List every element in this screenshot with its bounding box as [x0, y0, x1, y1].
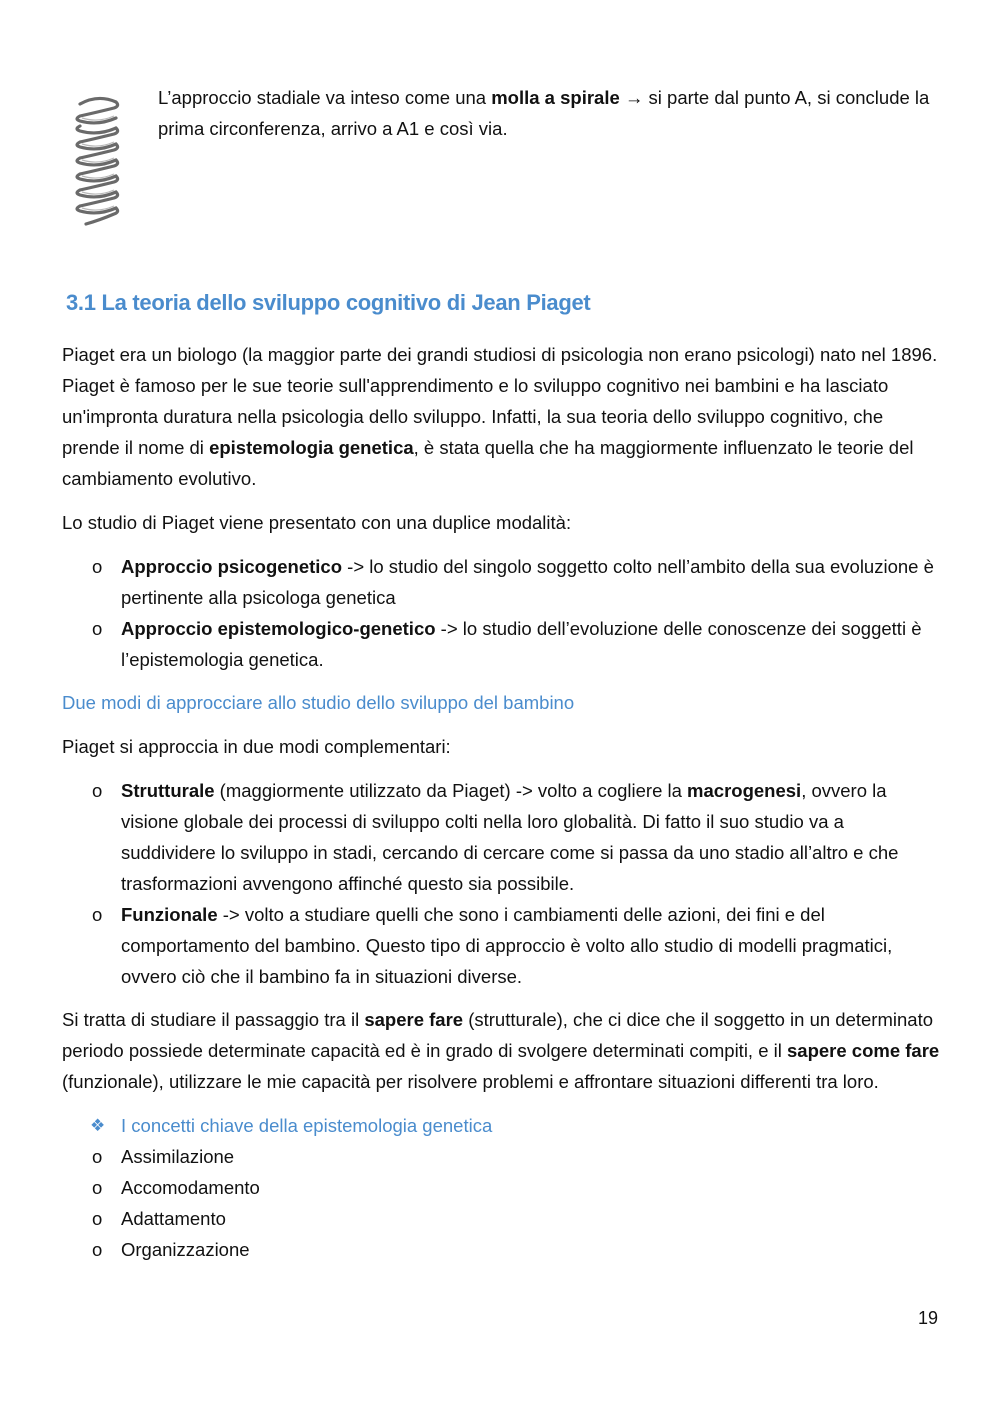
list-item-text-2: , ovvero la visione globale dei processi di sviluppo colti nella loro globalità. Di fatto il suo studio va a suddividere lo sviluppo in stadi, cercando di cercare come si passa da uno stadio all’altro e che trasformazioni avvengono affinché questo sia possibile. [121, 780, 899, 894]
intro-text-2: si parte dal punto A, si conclude la prima circonferenza, arrivo a A1 e così via. [158, 87, 930, 139]
key-concepts-title-text: I concetti chiave della epistemologia genetica [121, 1115, 493, 1136]
p4-bold-2: sapere come fare [787, 1040, 940, 1061]
arrow-icon: → [619, 87, 649, 108]
list-item [62, 1172, 942, 1203]
bullet-icon: o [92, 1146, 103, 1167]
list-item [62, 1141, 942, 1172]
section-heading: 3.1 La teoria dello sviluppo cognitivo di Jean Piaget [66, 290, 591, 315]
intro-text: L’approccio stadiale va inteso come una [158, 87, 492, 108]
paragraph-1 [62, 339, 942, 494]
diamond-bullet-icon: ❖ [90, 1116, 106, 1135]
paragraph-2: Lo studio di Piaget viene presentato con una duplice modalità: [62, 512, 572, 533]
list-item [62, 1203, 942, 1234]
list-item [62, 1234, 942, 1265]
bullet-icon: o [92, 556, 103, 577]
p4-text-2: (strutturale), che ci dice che il soggetto in un determinato periodo possiede determinate capacità ed è in grado di svolgere determinati compiti, e il [62, 1009, 933, 1061]
bullet-icon: o [92, 780, 103, 801]
body-text [62, 339, 942, 1277]
list-item-bold: Approccio psicogenetico [121, 556, 343, 577]
bullet-icon: o [92, 1177, 103, 1198]
list-item [62, 775, 942, 899]
bullet-icon: o [92, 1208, 103, 1229]
p1-text-2: , è stata quella che ha maggiormente influenzato le teorie del cambiamento evolutivo. [62, 437, 914, 489]
bullet-icon: o [92, 618, 103, 639]
p4-text-3: (funzionale), utilizzare le mie capacità per risolvere problemi e affrontare situazioni differenti tra loro. [62, 1071, 879, 1092]
paragraph-3: Piaget si approccia in due modi complementari: [62, 736, 451, 757]
modes-list [62, 775, 942, 992]
list-item-text: (maggiormente utilizzato da Piaget) -> volto a cogliere la [214, 780, 688, 801]
p1-bold: epistemologia genetica [209, 437, 414, 458]
bullet-icon: o [92, 1239, 103, 1260]
key-concept: Accomodamento [121, 1177, 260, 1198]
key-concept: Assimilazione [121, 1146, 235, 1167]
p4-bold: sapere fare [364, 1009, 464, 1030]
page-number: 19 [917, 1308, 938, 1328]
intro-bold: molla a spirale [491, 87, 620, 108]
list-item-text: -> volto a studiare quelli che sono i cambiamenti delle azioni, dei fini e del comportamento del bambino. Questo tipo di approccio è volto allo studio di modelli pragmatici, ovvero ciò che il bambino fa in situazioni diverse. [121, 904, 893, 987]
p1-text: Piaget era un biologo (la maggior parte dei grandi studiosi di psicologia non erano psicologi) nato nel 1896. Piaget è famoso per le sue teorie sull'apprendimento e lo sviluppo cognitivo nei bambini e ha lasciato un'impronta duratura nella psicologia dello sviluppo. Infatti, la sua teoria dello sviluppo cognitivo, che prende il nome di [62, 344, 938, 458]
list-item [62, 551, 942, 613]
intro-paragraph [158, 82, 938, 144]
list-item-text: -> lo studio del singolo soggetto colto nell’ambito della sua evoluzione è pertinente alla psicologa genetica [121, 556, 934, 608]
key-concept: Adattamento [121, 1208, 226, 1229]
spring-coil-icon [70, 96, 126, 228]
key-concepts-list [62, 1110, 942, 1265]
list-item-bold: Strutturale [121, 780, 215, 801]
list-item [62, 899, 942, 992]
list-item-bold: Funzionale [121, 904, 218, 925]
list-item [62, 613, 942, 675]
p4-text: Si tratta di studiare il passaggio tra il [62, 1009, 365, 1030]
key-concept: Organizzazione [121, 1239, 250, 1260]
approach-list [62, 551, 942, 675]
subheading: Due modi di approcciare allo studio dello sviluppo del bambino [62, 692, 575, 713]
list-item-text: -> lo studio dell’evoluzione delle conoscenze dei soggetti è l’epistemologia genetica. [121, 618, 922, 670]
list-item-bold: Approccio epistemologico-genetico [121, 618, 436, 639]
bullet-icon: o [92, 904, 103, 925]
paragraph-4 [62, 1004, 942, 1097]
list-item-bold-2: macrogenesi [687, 780, 802, 801]
key-concepts-title [62, 1110, 942, 1141]
